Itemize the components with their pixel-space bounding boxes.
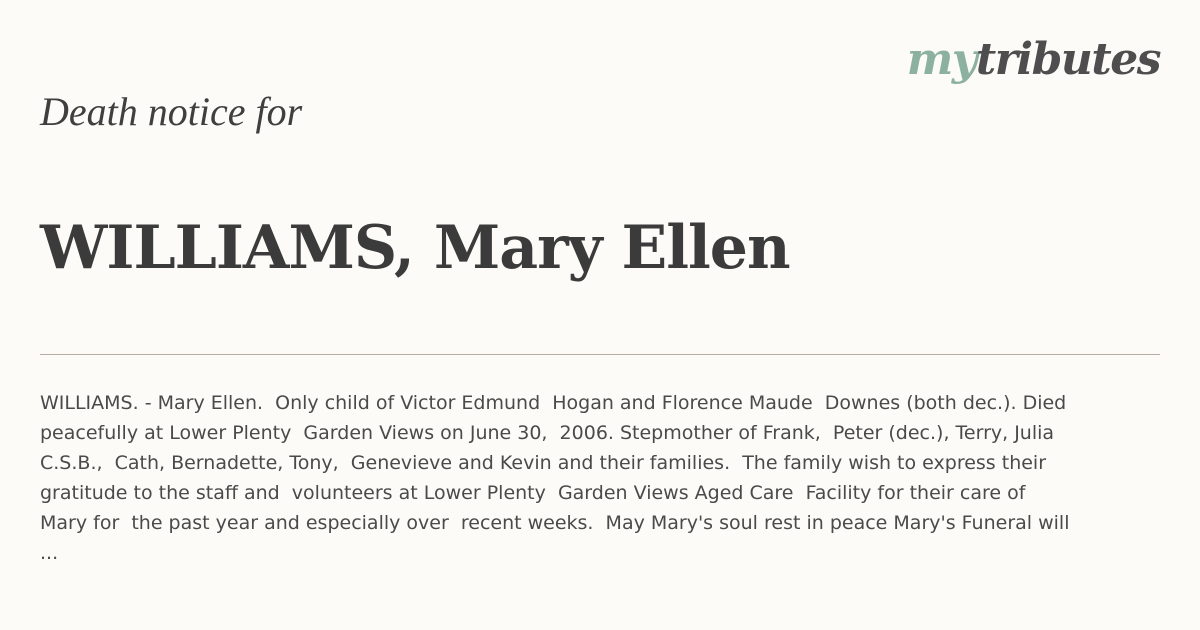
section-divider: [40, 354, 1160, 355]
notice-body-line: WILLIAMS. - Mary Ellen. Only child of Victor Edmund Hogan and Florence Maude Downes (both dec.). Died: [40, 392, 1067, 414]
notice-body-line: C.S.B., Cath, Bernadette, Tony, Genevieve and Kevin and their families. The family wish to express their: [40, 452, 1047, 474]
mytributes-logo[interactable]: [907, 34, 1160, 86]
logo-my-text: my: [906, 34, 976, 85]
notice-body-ellipsis: ...: [40, 542, 59, 564]
logo-tributes-text: tributes: [975, 34, 1160, 85]
notice-body: [40, 388, 1130, 568]
deceased-name: WILLIAMS, Mary Ellen: [40, 213, 790, 283]
notice-body-line: gratitude to the staff and volunteers at Lower Plenty Garden Views Aged Care Facility for their care of: [40, 482, 1026, 504]
notice-body-line: Mary for the past year and especially over recent weeks. May Mary's soul rest in peace Mary's Funeral will: [40, 512, 1070, 534]
death-notice-kicker: Death notice for: [40, 89, 303, 134]
notice-body-line: peacefully at Lower Plenty Garden Views on June 30, 2006. Stepmother of Frank, Peter (dec.), Terry, Julia: [40, 422, 1055, 444]
